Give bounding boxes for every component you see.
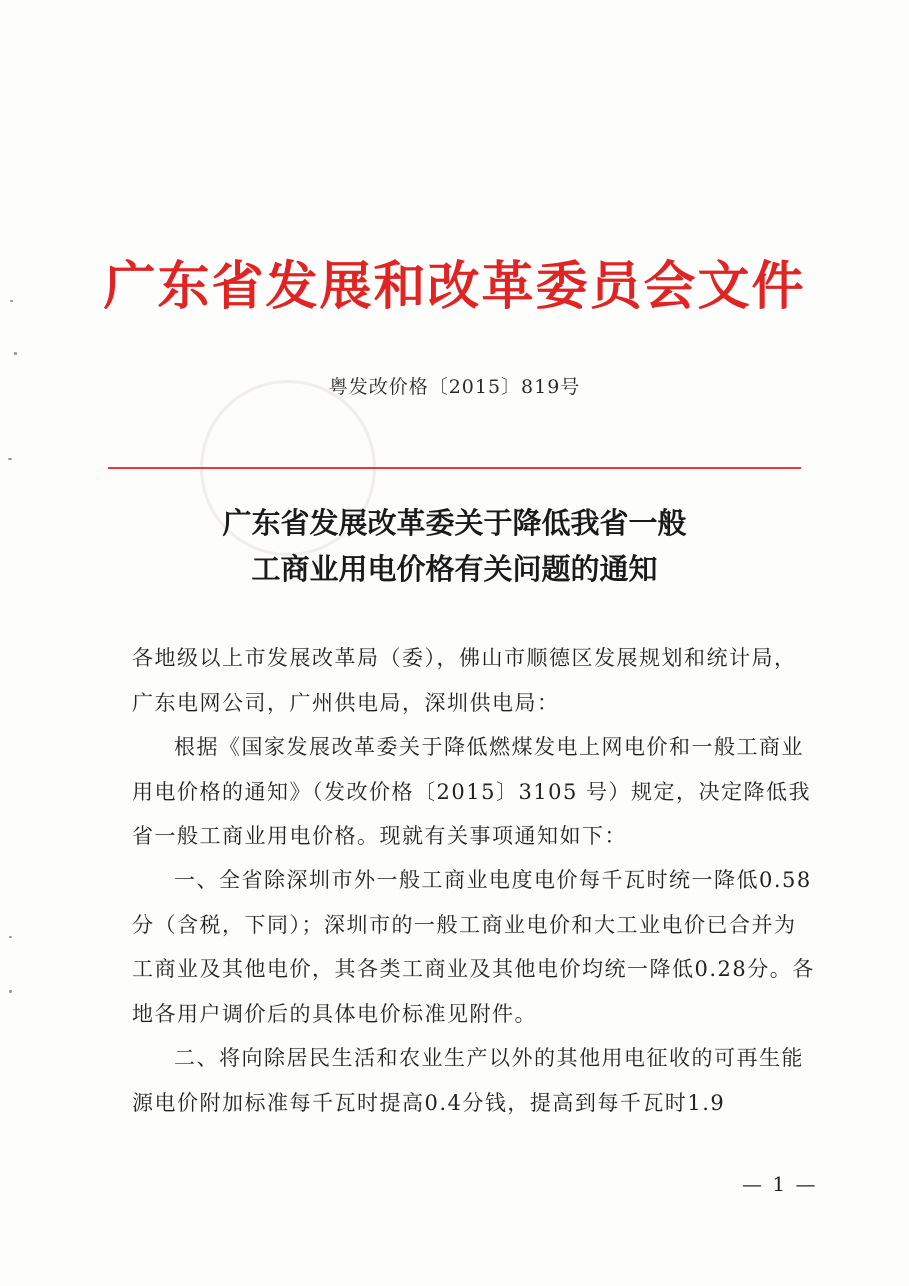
scan-mark [9, 990, 12, 993]
notice-title-line-2: 工商业用电价格有关问题的通知 [251, 552, 658, 586]
notice-title [0, 500, 909, 592]
letterhead-title: 广东省发展和改革委员会文件 [103, 256, 806, 317]
addressee-paragraph: 各地级以上市发展改革局（委），佛山市顺德区发展规划和统计局，广东电网公司，广州供电局，深圳供电局： [132, 646, 797, 715]
scan-mark [8, 458, 12, 460]
document-number: 粤发改价格〔2015〕819号 [328, 376, 581, 398]
body-paragraph-basis: 根据《国家发展改革委关于降低燃煤发电上网电价和一般工商业用电价格的通知》（发改价格〔2015〕3105 号）规定，决定降低我省一般工商业用电价格。现就有关事项通知如下： [132, 735, 812, 848]
scan-mark [14, 352, 17, 355]
page-number: — 1 — [742, 1172, 818, 1196]
body-paragraph-item-two: 二、将向除居民生活和农业生产以外的其他用电征收的可再生能源电价附加标准每千瓦时提高0.4分钱，提高到每千瓦时1.9 [132, 1046, 804, 1115]
red-divider-line [108, 467, 801, 469]
notice-title-line-1: 广东省发展改革委关于降低我省一般 [222, 506, 687, 540]
body-paragraph-item-one: 一、全省除深圳市外一般工商业电度电价每千瓦时统一降低0.58分（含税，下同）；深圳市的一般工商业电价和大工业电价已合并为工商业及其他电价，其各类工商业及其他电价均统一降低0.28分。各地各用户调价后的具体电价标准见附件。 [132, 868, 815, 1026]
scan-mark [9, 936, 12, 938]
